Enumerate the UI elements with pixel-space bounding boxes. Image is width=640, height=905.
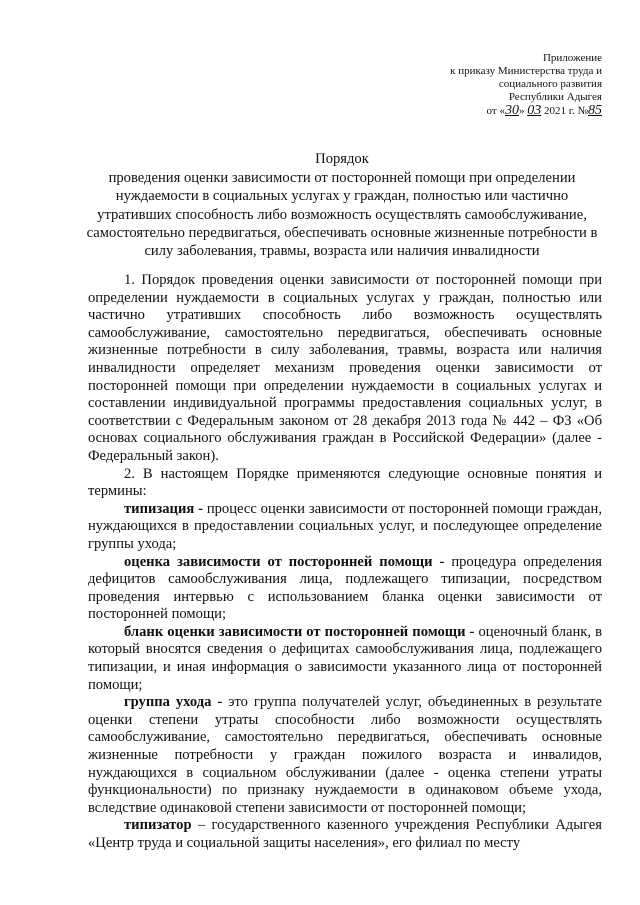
term-typist: типизатор xyxy=(124,817,192,834)
title-subtitle: проведения оценки зависимости от посторонней помощи при определении нуждаемости в социальных услугах у граждан, полностью или частично утративших способность либо возможность осуществлять самообслуживание, самостоятельно передвигаться, обеспечивать основные жизненные потребности в силу заболевания, травмы, возраста или наличия инвалидности xyxy=(86,170,598,260)
definition-typing-text: процесс оценки зависимости от посторонней помощи граждан, нуждающихся в предоставлении социальных услуг, и последующее определение группы ухода; xyxy=(88,500,602,552)
term-typing: типизация - xyxy=(124,500,203,517)
order-number: 85 xyxy=(588,103,602,118)
date-prefix: от « xyxy=(486,105,505,117)
appendix-header xyxy=(450,52,602,118)
definition-typing xyxy=(88,501,602,554)
definition-dependency-assessment xyxy=(88,554,602,624)
date-day: 30 xyxy=(504,103,519,118)
document-body xyxy=(88,272,602,853)
paragraph-2: 2. В настоящем Порядке применяются следующие основные понятия и термины: xyxy=(88,465,602,500)
definition-care-group-text: это группа получателей услуг, объединенных в результате оценки степени утраты способности либо возможности осуществлять самообслуживание, самостоятельно передвигаться, обеспечивать основные жизненные потребности у граждан пожилого возраста и инвалидов, нуждающихся в социальном обслуживании (далее - оценка степени утраты функциональности) по признаку нуждаемости в одинаковом объеме ухода, вследствие одинаковой степени зависимости от посторонней помощи; xyxy=(88,694,602,816)
term-care-group: группа ухода - xyxy=(124,694,223,711)
title-heading: Порядок xyxy=(315,151,369,167)
term-assessment-form: бланк оценки зависимости от посторонней помощи - xyxy=(124,623,475,640)
definition-assessment-form xyxy=(88,624,602,694)
appendix-date-line xyxy=(450,104,602,118)
definition-care-group xyxy=(88,694,602,817)
definition-dependency-assessment-text: процедура определения дефицитов самообслуживания лица, подлежащего типизации, посредством проведения интервью с использованием бланка оценки зависимости от посторонней помощи; xyxy=(88,553,602,623)
definition-assessment-form-text: оценочный бланк, в который вносятся сведения о дефицитах самообслуживания лица, подлежащего типизации, и иная информация о зависимости указанного лица от посторонней помощи; xyxy=(88,623,602,693)
appendix-republic: Республики Адыгея xyxy=(508,91,602,103)
appendix-order-ref: к приказу Министерства труда и xyxy=(450,65,602,77)
document-title xyxy=(80,150,604,260)
date-separator: » xyxy=(518,105,525,117)
definition-typist-text: – государственного казенного учреждения Республики Адыгея «Центр труда и социальной защиты населения», его филиал по месту xyxy=(88,817,602,851)
term-dependency-assessment: оценка зависимости от посторонней помощи - xyxy=(124,553,445,570)
appendix-ministry: социального развития xyxy=(498,78,602,90)
date-year: 2021 г. № xyxy=(543,105,588,117)
paragraph-1: 1. Порядок проведения оценки зависимости от посторонней помощи при определении нуждаемости в социальных услугах у граждан, полностью или частично утративших способность либо возможность осуществлять самообслуживание, самостоятельно передвигаться, обеспечивать основные жизненные потребности в силу заболевания, травмы, возраста или наличия инвалидности определяет механизм проведения оценки зависимости от посторонней помощи при определении нуждаемости в социальных услугах и составлении индивидуальной программы предоставления социальных услуг, в соответствии с Федеральным законом от 28 декабря 2013 года № 442 – ФЗ «Об основах социального обслуживания граждан в Российской Федерации» (далее - Федеральный закон). xyxy=(88,272,602,464)
appendix-label: Приложение xyxy=(542,52,602,64)
date-month: 03 xyxy=(527,103,542,118)
definition-typist xyxy=(88,817,602,852)
